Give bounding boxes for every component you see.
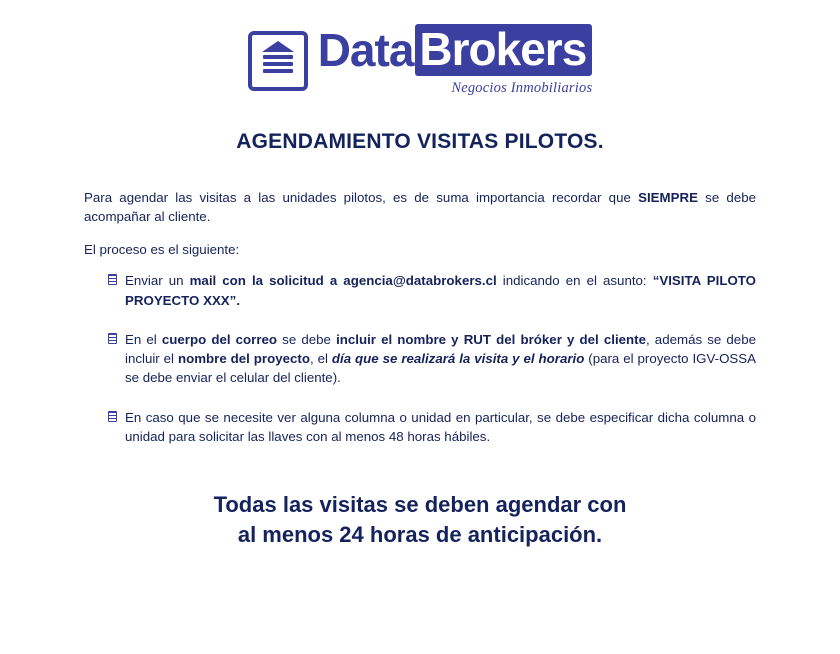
footer-note [84,490,756,549]
intro-1-emphasis: SIEMPRE [638,189,698,205]
bullet-1-text-2: mail con la solicitud a agencia@databrokers.cl [189,273,497,289]
bullet-2-text-5: , además se debe incluir el [125,331,756,367]
page-title: AGENDAMIENTO VISITAS PILOTOS. [236,129,604,153]
bullet-1-text-1: Enviar un [125,273,190,289]
intro-paragraph-2: El proceso es el siguiente: [84,242,240,258]
document-page [0,24,840,654]
logo-wordmark [318,24,593,76]
bullet-3-text-1: En caso que se necesite ver alguna columna o unidad en particular, se debe especificar dicha columna o unidad para solicitar las llaves con al menos 48 horas hábiles. [125,409,756,444]
databrokers-house-icon [248,31,308,91]
bullet-2-text-9: (para el proyecto IGV-OSSA se debe enviar el celular del cliente). [125,351,757,386]
intro-paragraph-1 [84,188,756,227]
logo-word-brokers: Brokers [415,24,592,76]
list-item [108,271,756,310]
bullet-2-text-1: En el [125,331,162,347]
logo-tagline: Negocios Inmobiliarios [451,80,593,96]
intro-1-text-c: se debe acompañar al cliente. [84,189,757,224]
document-body [84,154,756,550]
logo-word-data: Data [317,24,414,76]
logo-inner [248,24,593,96]
bullet-1-text-3: indicando en el asunto: [496,273,653,289]
footer-note-line-2: al menos 24 horas de anticipación. [237,521,603,547]
bullet-2-text-3: se debe [277,331,337,347]
house-roof-shape [262,41,294,52]
list-bullet-icon [108,274,117,285]
bullet-1-text-4: “VISITA PILOTO PROYECTO XXX”. [125,273,757,308]
brand-logo [0,24,840,96]
list-item [108,408,756,447]
house-bar-shape [263,55,293,59]
bullet-2-text-7: , el [309,351,332,367]
process-list [84,271,756,446]
list-item [108,330,756,388]
house-bar-shape [263,62,293,66]
list-bullet-icon [108,411,117,422]
bullet-2-text-8: día que se realizará la visita y el horario [331,351,585,367]
footer-note-line-1: Todas las visitas se deben agendar con [213,492,627,518]
logo-text [318,24,593,96]
bullet-2-text-2: cuerpo del correo [161,331,278,347]
bullet-2-text-4: incluir el nombre y RUT del bróker y del cliente [336,331,646,347]
house-bar-shape [263,69,293,73]
intro-1-text-a: Para agendar las visitas a las unidades pilotos, es de suma importancia recordar que [84,189,639,205]
list-bullet-icon [108,333,117,344]
bullet-2-text-6: nombre del proyecto [177,351,310,367]
